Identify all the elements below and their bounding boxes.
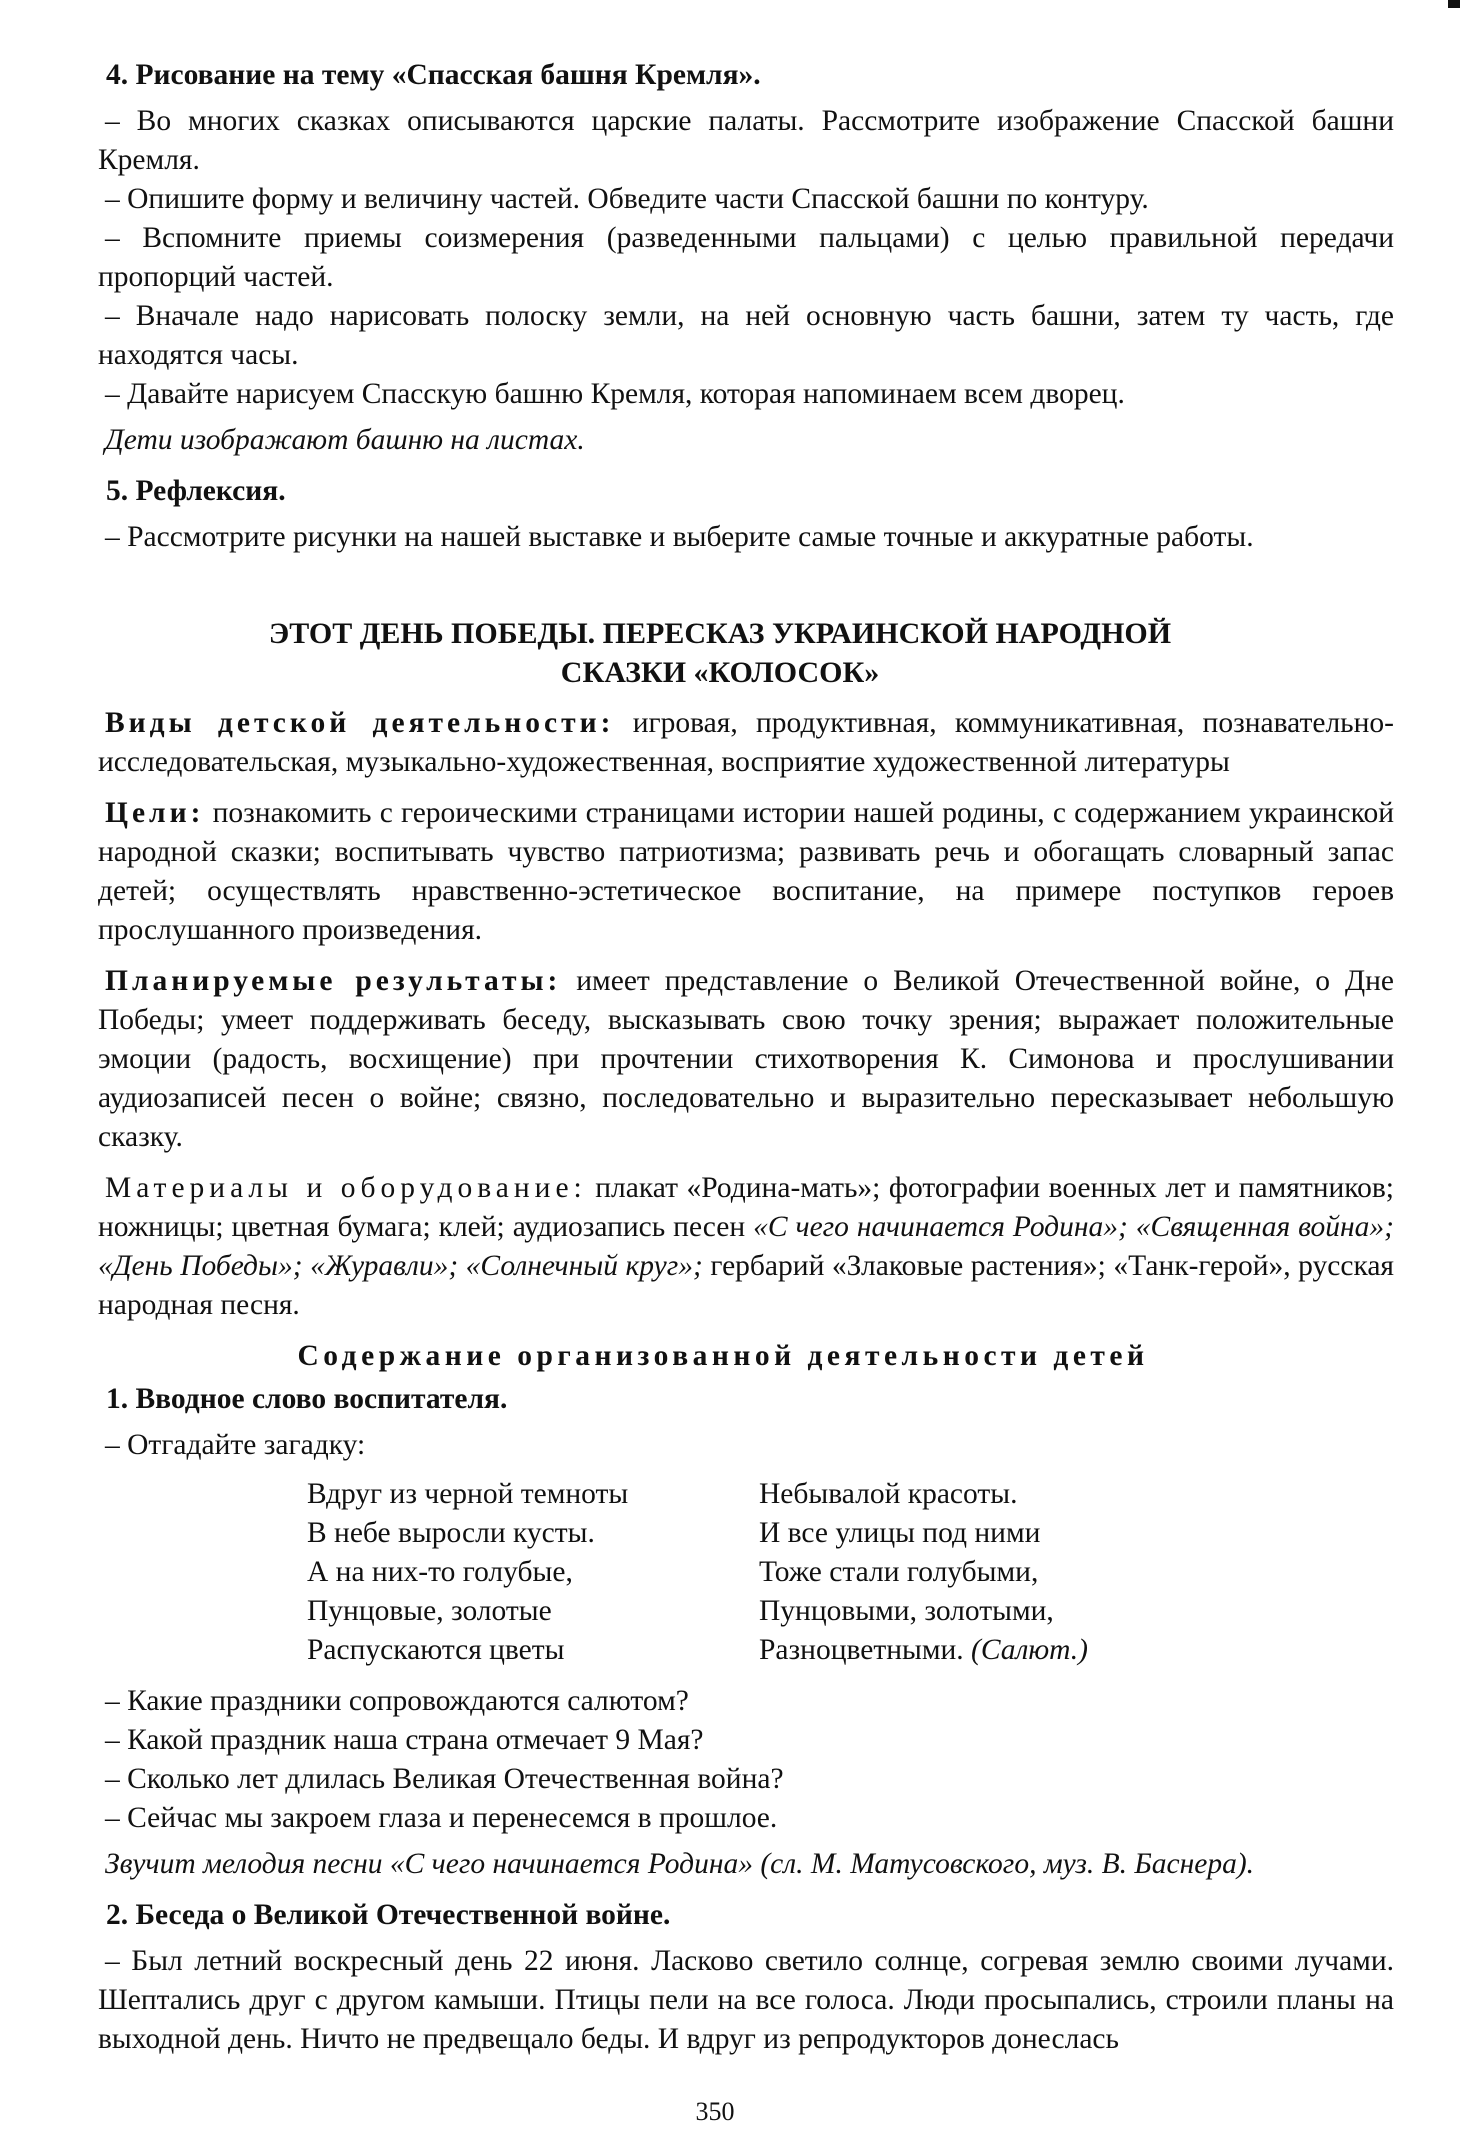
poem-right-line-4: Пунцовыми, золотыми, xyxy=(759,1595,1054,1627)
poem-right-line-5-text: Разноцветными. xyxy=(759,1634,972,1666)
goals-text: познакомить с героическими страницами истории нашей родины, с содержанием украинской народной сказки; воспитывать чувство патриотизма; развивать речь и обогащать словарный запас детей; осуществлять нравственно-эстетическое воспитание, на примере поступков героев прослушанного произведения. xyxy=(98,797,1394,946)
poem-left-line-4: Пунцовые, золотые xyxy=(307,1595,552,1627)
riddle-poem xyxy=(307,1475,1394,1670)
materials-text-b: гербарий «Злаковые растения»; «Танк-герой», русская народная песня. xyxy=(98,1250,1394,1321)
poem-left-line-2: В небе выросли кусты. xyxy=(307,1517,595,1549)
intro-prompt: – Отгадайте загадку: xyxy=(105,1429,366,1461)
drawing-heading: 4. Рисование на тему «Спасская башня Кремля». xyxy=(106,59,761,91)
text-column xyxy=(98,56,1394,2059)
results-label: Планируемые результаты: xyxy=(105,965,562,997)
lesson-title xyxy=(98,614,1394,692)
scan-edge-mark xyxy=(1448,0,1460,8)
materials-label: Материалы и оборудование: xyxy=(105,1172,587,1204)
poem-right-line-3: Тоже стали голубыми, xyxy=(759,1556,1039,1588)
drawing-line-2: – Опишите форму и величину частей. Обведите части Спасской башни по контуру. xyxy=(105,183,1149,215)
poem-right-line-5 xyxy=(759,1631,1211,1670)
page-number: 350 xyxy=(695,2097,735,2126)
results-text: имеет представление о Великой Отечественной войне, о Дне Победы; умеет поддерживать беседу, высказывать свою точку зрения; выражает положительные эмоции (радость, восхищение) при прочтении стихотворения К. Симонова и прослушивании аудиозаписей песен о войне; связно, последовательно и выразительно пересказывает небольшую сказку. xyxy=(98,965,1394,1153)
poem-left-line-5: Распускаются цветы xyxy=(307,1634,565,1666)
reflection-heading: 5. Рефлексия. xyxy=(106,475,286,507)
poem-right-line-2: И все улицы под ними xyxy=(759,1517,1041,1549)
drawing-line-5: – Давайте нарисуем Спасскую башню Кремля, которая напоминаем всем дворец. xyxy=(105,378,1125,410)
conversation-text: – Был летний воскресный день 22 июня. Ласково светило солнце, согревая землю своими лучами. Шептались друг с другом камыши. Птицы пели на все голоса. Люди просыпались, строили планы на выходной день. Ничто не предвещало беды. И вдруг из репродукторов донеслась xyxy=(98,1945,1394,2055)
question-1: – Какие праздники сопровождаются салютом? xyxy=(105,1685,689,1717)
question-3: – Сколько лет длилась Великая Отечественная война? xyxy=(105,1763,784,1795)
materials-songs: «С чего начинается Родина»; «Священная война»; «День Победы»; «Журавли»; «Солнечный круг»; xyxy=(98,1211,1394,1282)
reflection-line-1: – Рассмотрите рисунки на нашей выставке и выберите самые точные и аккуратные работы. xyxy=(105,521,1254,553)
poem-right-column xyxy=(759,1475,1211,1670)
goals-paragraph xyxy=(98,794,1394,950)
activities-text: игровая, продуктивная, коммуникативная, познавательно-исследовательская, музыкально-художественная, восприятие художественной литературы xyxy=(98,707,1394,778)
riddle-answer: (Салют.) xyxy=(971,1634,1089,1666)
drawing-note: Дети изображают башню на листах. xyxy=(105,424,585,456)
materials-paragraph xyxy=(98,1169,1394,1325)
materials-text-a: плакат «Родина-мать»; фотографии военных лет и памятников; ножницы; цветная бумага; клей; аудиозапись песен xyxy=(98,1172,1394,1243)
content-heading: Содержание организованной деятельности детей xyxy=(297,1340,1149,1372)
drawing-line-4: – Вначале надо нарисовать полоску земли, на ней основную часть башни, затем ту часть, где находятся часы. xyxy=(98,300,1394,371)
results-paragraph xyxy=(98,962,1394,1157)
lesson-title-line-1: ЭТОТ ДЕНЬ ПОБЕДЫ. ПЕРЕСКАЗ УКРАИНСКОЙ НАРОДНОЙ xyxy=(268,617,1172,650)
question-4: – Сейчас мы закроем глаза и перенесемся в прошлое. xyxy=(105,1802,778,1834)
conversation-heading: 2. Беседа о Великой Отечественной войне. xyxy=(106,1899,671,1931)
activities-label: Виды детской деятельности: xyxy=(105,707,615,739)
activities-paragraph xyxy=(98,704,1394,782)
drawing-line-3: – Вспомните приемы соизмерения (разведенными пальцами) с целью правильной передачи пропорций частей. xyxy=(98,222,1394,293)
goals-label: Цели: xyxy=(105,797,205,829)
poem-left-line-1: Вдруг из черной темноты xyxy=(307,1478,629,1510)
poem-left-line-3: А на них-то голубые, xyxy=(307,1556,573,1588)
poem-left-column xyxy=(307,1475,759,1670)
poem-right-line-1: Небывалой красоты. xyxy=(759,1478,1018,1510)
intro-heading: 1. Вводное слово воспитателя. xyxy=(106,1383,508,1415)
question-2: – Какой праздник наша страна отмечает 9 Мая? xyxy=(105,1724,704,1756)
drawing-line-1: – Во многих сказках описываются царские палаты. Рассмотрите изображение Спасской башни Кремля. xyxy=(98,105,1394,176)
lesson-title-line-2: СКАЗКИ «КОЛОСОК» xyxy=(560,656,880,689)
music-note: Звучит мелодия песни «С чего начинается Родина» (сл. М. Матусовского, муз. В. Баснера). xyxy=(105,1848,1255,1880)
